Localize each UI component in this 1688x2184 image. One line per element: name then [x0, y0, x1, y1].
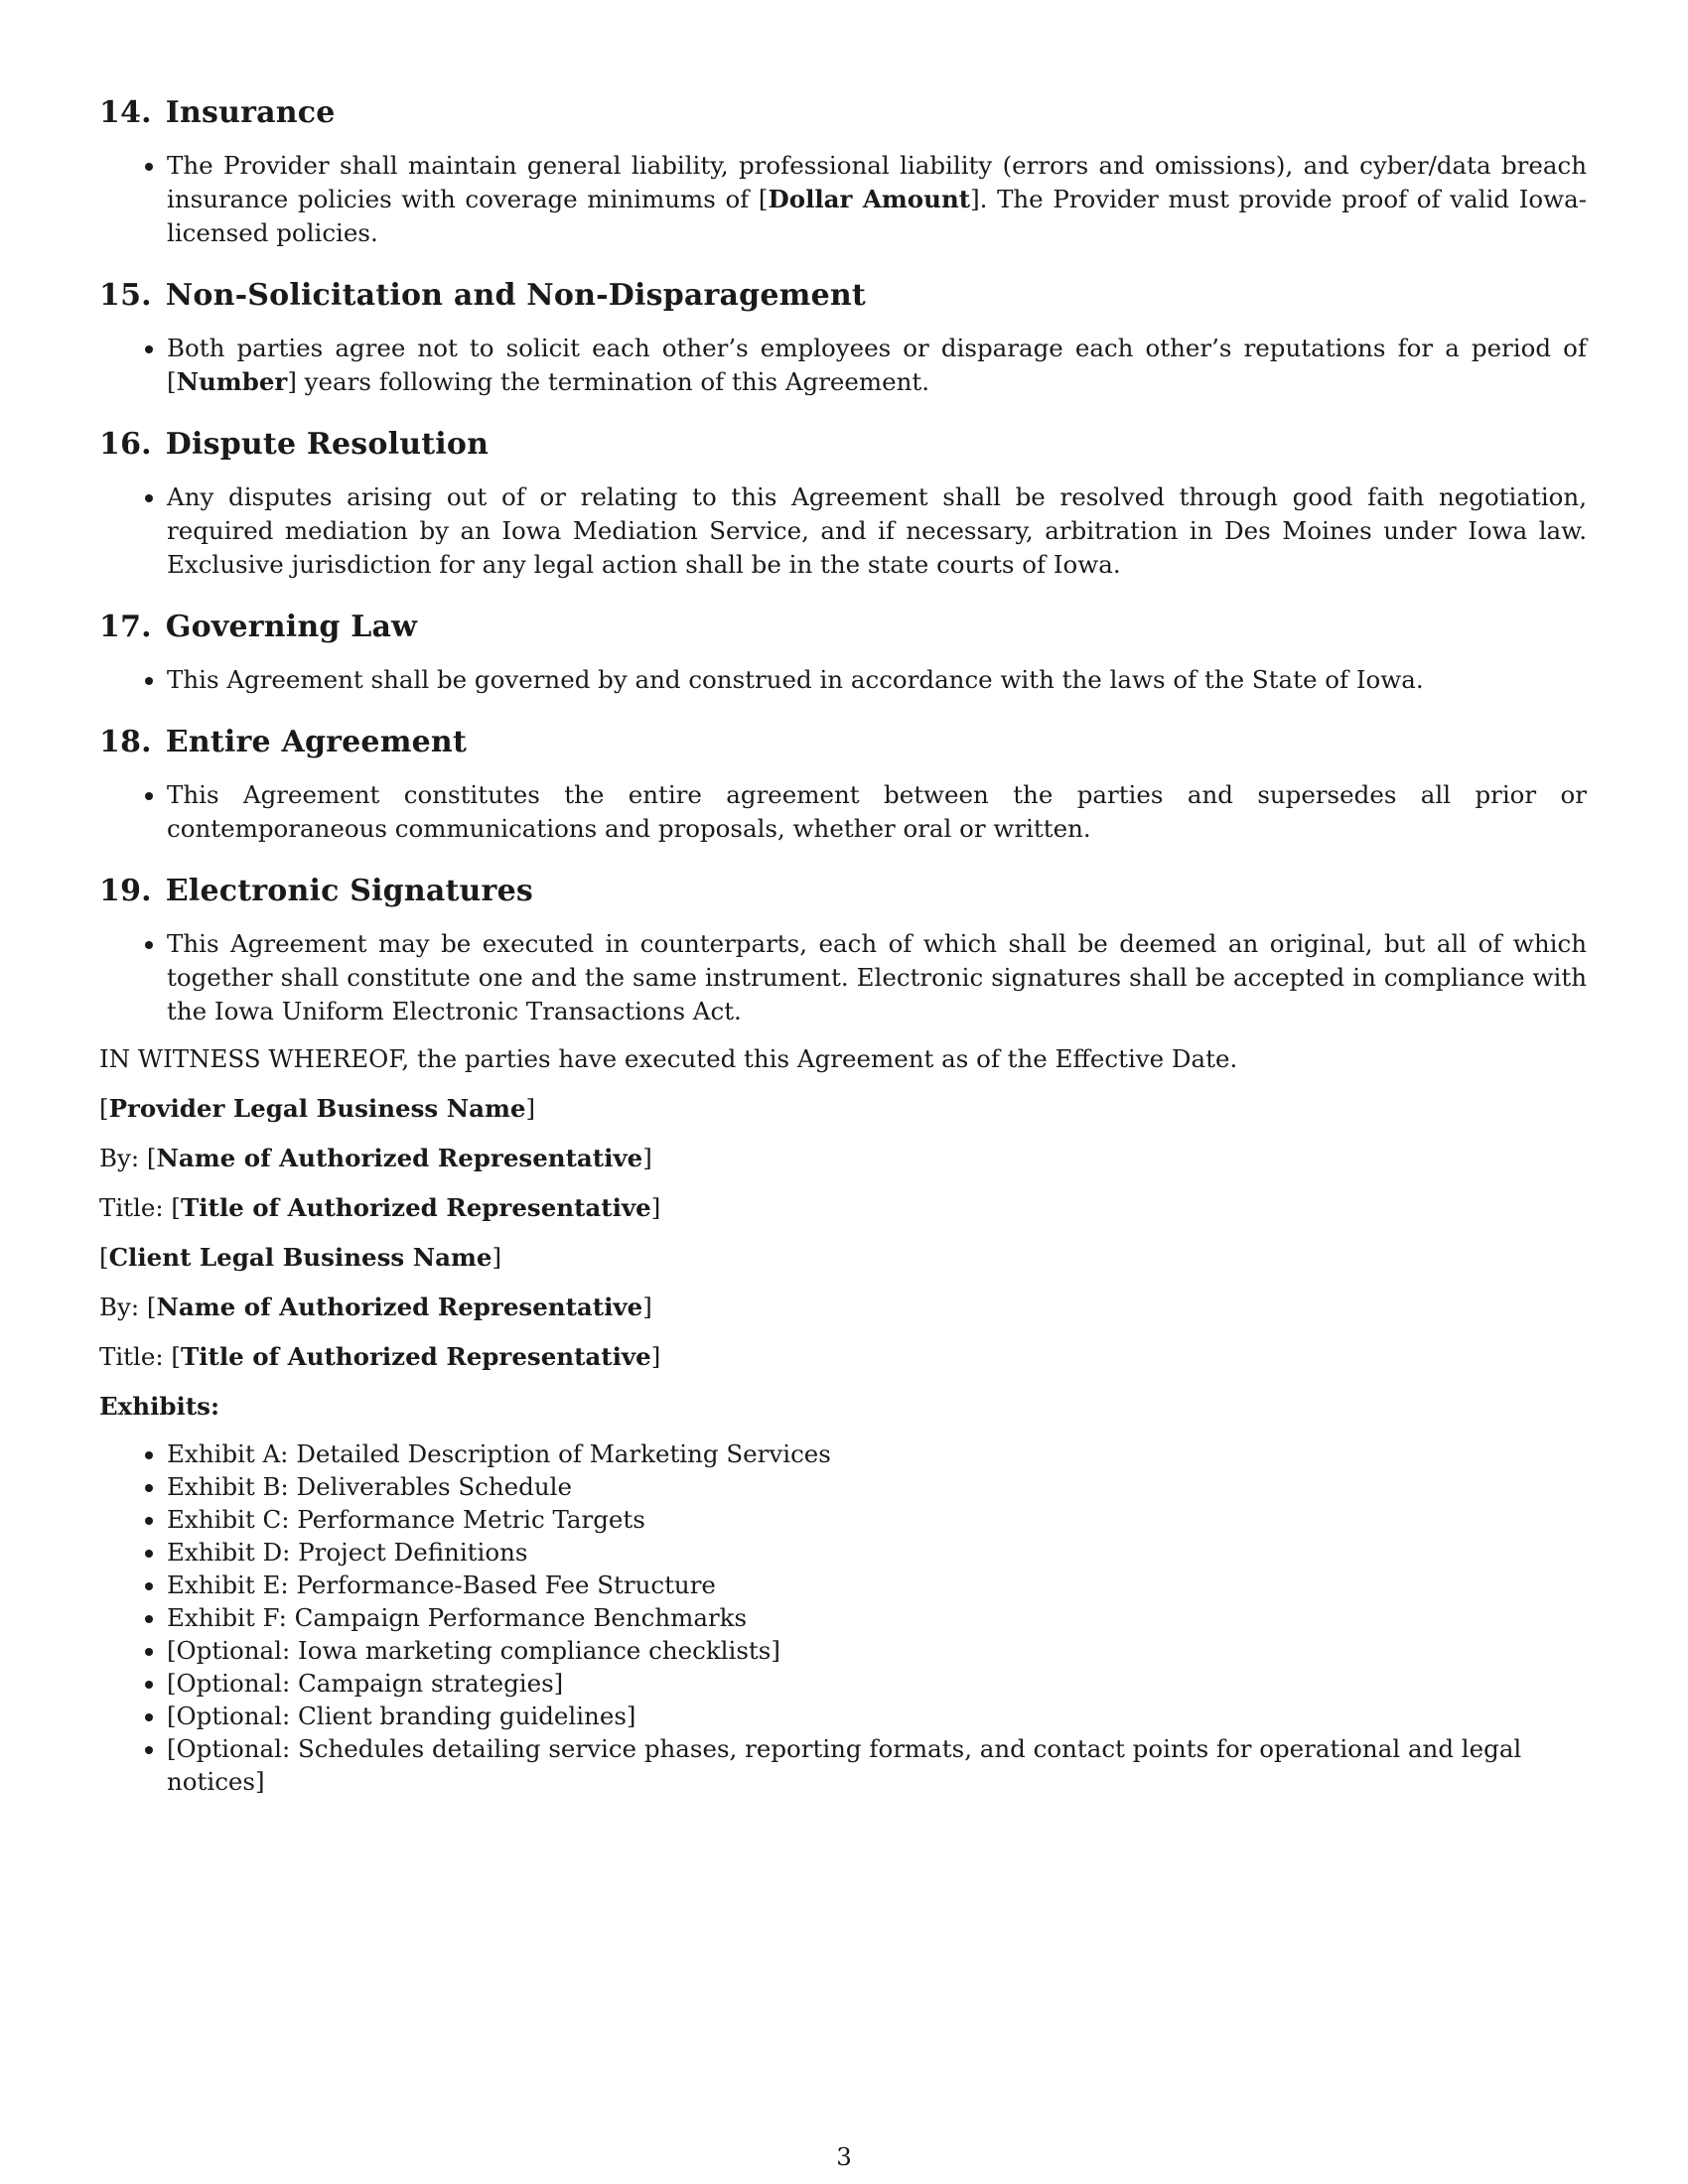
signature-block	[99, 1092, 1587, 1374]
section-heading	[99, 725, 1587, 760]
sig-placeholder: Client Legal Business Name	[108, 1243, 492, 1272]
section-entire-agreement	[99, 725, 1587, 846]
exhibit-item: • [Optional: Campaign strategies]	[167, 1667, 1587, 1700]
exhibit-item: • Exhibit B: Deliverables Schedule	[167, 1470, 1587, 1503]
exhibit-item: • [Optional: Iowa marketing compliance checklists]	[167, 1634, 1587, 1667]
client-title-line	[99, 1340, 1587, 1374]
bracket-close: ]	[492, 1243, 502, 1272]
section-title: Governing Law	[165, 610, 418, 644]
section-electronic-signatures	[99, 874, 1587, 1028]
section-title: Entire Agreement	[165, 725, 467, 759]
sig-placeholder: Title of Authorized Representative	[180, 1193, 651, 1222]
section-title: Insurance	[165, 95, 336, 130]
bracket-open: [	[99, 1243, 109, 1272]
bullet-list	[99, 332, 1587, 399]
witness-statement: IN WITNESS WHEREOF, the parties have executed this Agreement as of the Effective Date.	[99, 1044, 1238, 1073]
client-name-line	[99, 1241, 1587, 1275]
provider-name-line	[99, 1092, 1587, 1126]
section-title: Dispute Resolution	[165, 427, 490, 462]
provider-title-line	[99, 1191, 1587, 1225]
section-heading	[99, 874, 1587, 909]
exhibit-item: • Exhibit C: Performance Metric Targets	[167, 1503, 1587, 1536]
list-item	[167, 149, 1587, 250]
section-number: 15.	[99, 278, 152, 313]
exhibit-item: • Exhibit F: Campaign Performance Benchmarks	[167, 1601, 1587, 1634]
bracket-open: [	[146, 1144, 157, 1172]
list-item: • This Agreement constitutes the entire agreement between the parties and supersedes all prior or contemporaneous communications and proposals, whether oral or written.	[167, 778, 1587, 846]
provider-by-line	[99, 1142, 1587, 1175]
bullet-list	[99, 149, 1587, 250]
section-number: 19.	[99, 874, 152, 908]
sig-prefix: Title:	[99, 1342, 172, 1371]
bracket-close: ]	[642, 1293, 652, 1321]
section-number: 18.	[99, 725, 152, 759]
list-item: • This Agreement may be executed in counterparts, each of which shall be deemed an original, but all of which together shall constitute one and the same instrument. Electronic signatures shall be accepted in compliance with the Iowa Uniform Electronic Transactions Act.	[167, 927, 1587, 1028]
exhibit-item: • Exhibit A: Detailed Description of Marketing Services	[167, 1437, 1587, 1470]
list-item	[167, 332, 1587, 399]
section-heading	[99, 610, 1587, 645]
exhibit-item: • Exhibit E: Performance-Based Fee Structure	[167, 1569, 1587, 1601]
sig-prefix: Title:	[99, 1193, 172, 1222]
exhibit-item: • Exhibit D: Project Definitions	[167, 1536, 1587, 1569]
sig-placeholder: Name of Authorized Representative	[156, 1144, 643, 1172]
placeholder-bold: Dollar Amount	[768, 185, 971, 213]
bracket-open: [	[146, 1293, 157, 1321]
sig-placeholder: Provider Legal Business Name	[108, 1094, 526, 1123]
section-governing-law	[99, 610, 1587, 697]
clause-text: Both parties agree not to solicit each other’s employees or disparage each other’s reputations for a period of [	[167, 334, 1587, 396]
bullet-list	[99, 778, 1587, 846]
document-page	[99, 95, 1587, 1798]
clause-text: ] years following the termination of this Agreement.	[287, 367, 930, 396]
bracket-open: [	[171, 1342, 181, 1371]
section-heading	[99, 95, 1587, 131]
exhibits-list	[99, 1437, 1587, 1798]
bracket-open: [	[99, 1094, 109, 1123]
section-number: 17.	[99, 610, 152, 644]
section-heading	[99, 427, 1587, 463]
section-non-solicitation	[99, 278, 1587, 399]
section-insurance	[99, 95, 1587, 250]
sig-prefix: By:	[99, 1144, 147, 1172]
exhibit-item: • [Optional: Client branding guidelines]	[167, 1700, 1587, 1732]
sig-placeholder: Name of Authorized Representative	[156, 1293, 643, 1321]
list-item: • This Agreement shall be governed by and construed in accordance with the laws of the State of Iowa.	[167, 663, 1587, 697]
sig-prefix: By:	[99, 1293, 147, 1321]
bracket-close: ]	[525, 1094, 536, 1123]
bracket-close: ]	[650, 1342, 661, 1371]
section-title: Non-Solicitation and Non-Disparagement	[165, 278, 866, 313]
sig-placeholder: Title of Authorized Representative	[180, 1342, 651, 1371]
section-heading	[99, 278, 1587, 314]
bullet-list	[99, 927, 1587, 1028]
section-title: Electronic Signatures	[165, 874, 533, 908]
exhibits-heading: Exhibits:	[99, 1392, 219, 1421]
clause-text: The Provider shall maintain general liability, professional liability (errors and omissions), and cyber/data breach insurance policies with coverage minimums of [	[167, 151, 1587, 213]
page-number: 3	[836, 2142, 852, 2171]
bracket-open: [	[171, 1193, 181, 1222]
placeholder-bold: Number	[176, 367, 288, 396]
client-by-line	[99, 1291, 1587, 1324]
section-number: 14.	[99, 95, 152, 130]
section-dispute-resolution	[99, 427, 1587, 582]
section-number: 16.	[99, 427, 152, 462]
bracket-close: ]	[650, 1193, 661, 1222]
clause-text: ]. The Provider must provide proof of valid Iowa-licensed policies.	[167, 185, 1587, 247]
list-item: • Any disputes arising out of or relating to this Agreement shall be resolved through good faith negotiation, required mediation by an Iowa Mediation Service, and if necessary, arbitration in Des Moines under Iowa law. Exclusive jurisdiction for any legal action shall be in the state courts of Iowa.	[167, 480, 1587, 582]
exhibit-item: • [Optional: Schedules detailing service phases, reporting formats, and contact points for operational and legal notices]	[167, 1732, 1587, 1798]
bullet-list	[99, 480, 1587, 582]
bracket-close: ]	[642, 1144, 652, 1172]
bullet-list	[99, 663, 1587, 697]
